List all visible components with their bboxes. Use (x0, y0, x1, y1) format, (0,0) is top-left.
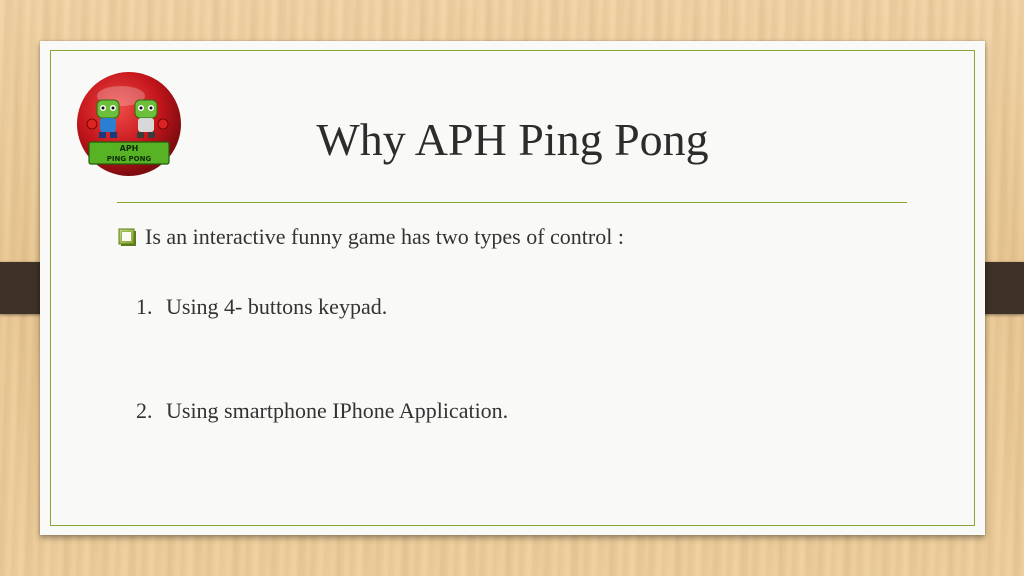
list-number: 2. (136, 398, 153, 423)
logo-line1: APH (119, 144, 139, 153)
aph-ping-pong-logo (75, 70, 183, 178)
page-title: Why APH Ping Pong (316, 114, 709, 165)
bullet-item (118, 222, 624, 252)
list-text: Using 4- buttons keypad. (166, 294, 388, 319)
checkbox-icon (118, 228, 137, 247)
list-number: 1. (136, 294, 153, 319)
list-item (136, 294, 387, 320)
title-divider (117, 202, 907, 203)
bullet-text: Is an interactive funny game has two types of control : (145, 224, 624, 249)
list-item (136, 398, 508, 424)
logo-line2: PING PONG (106, 155, 152, 163)
list-text: Using smartphone IPhone Application. (166, 398, 509, 423)
